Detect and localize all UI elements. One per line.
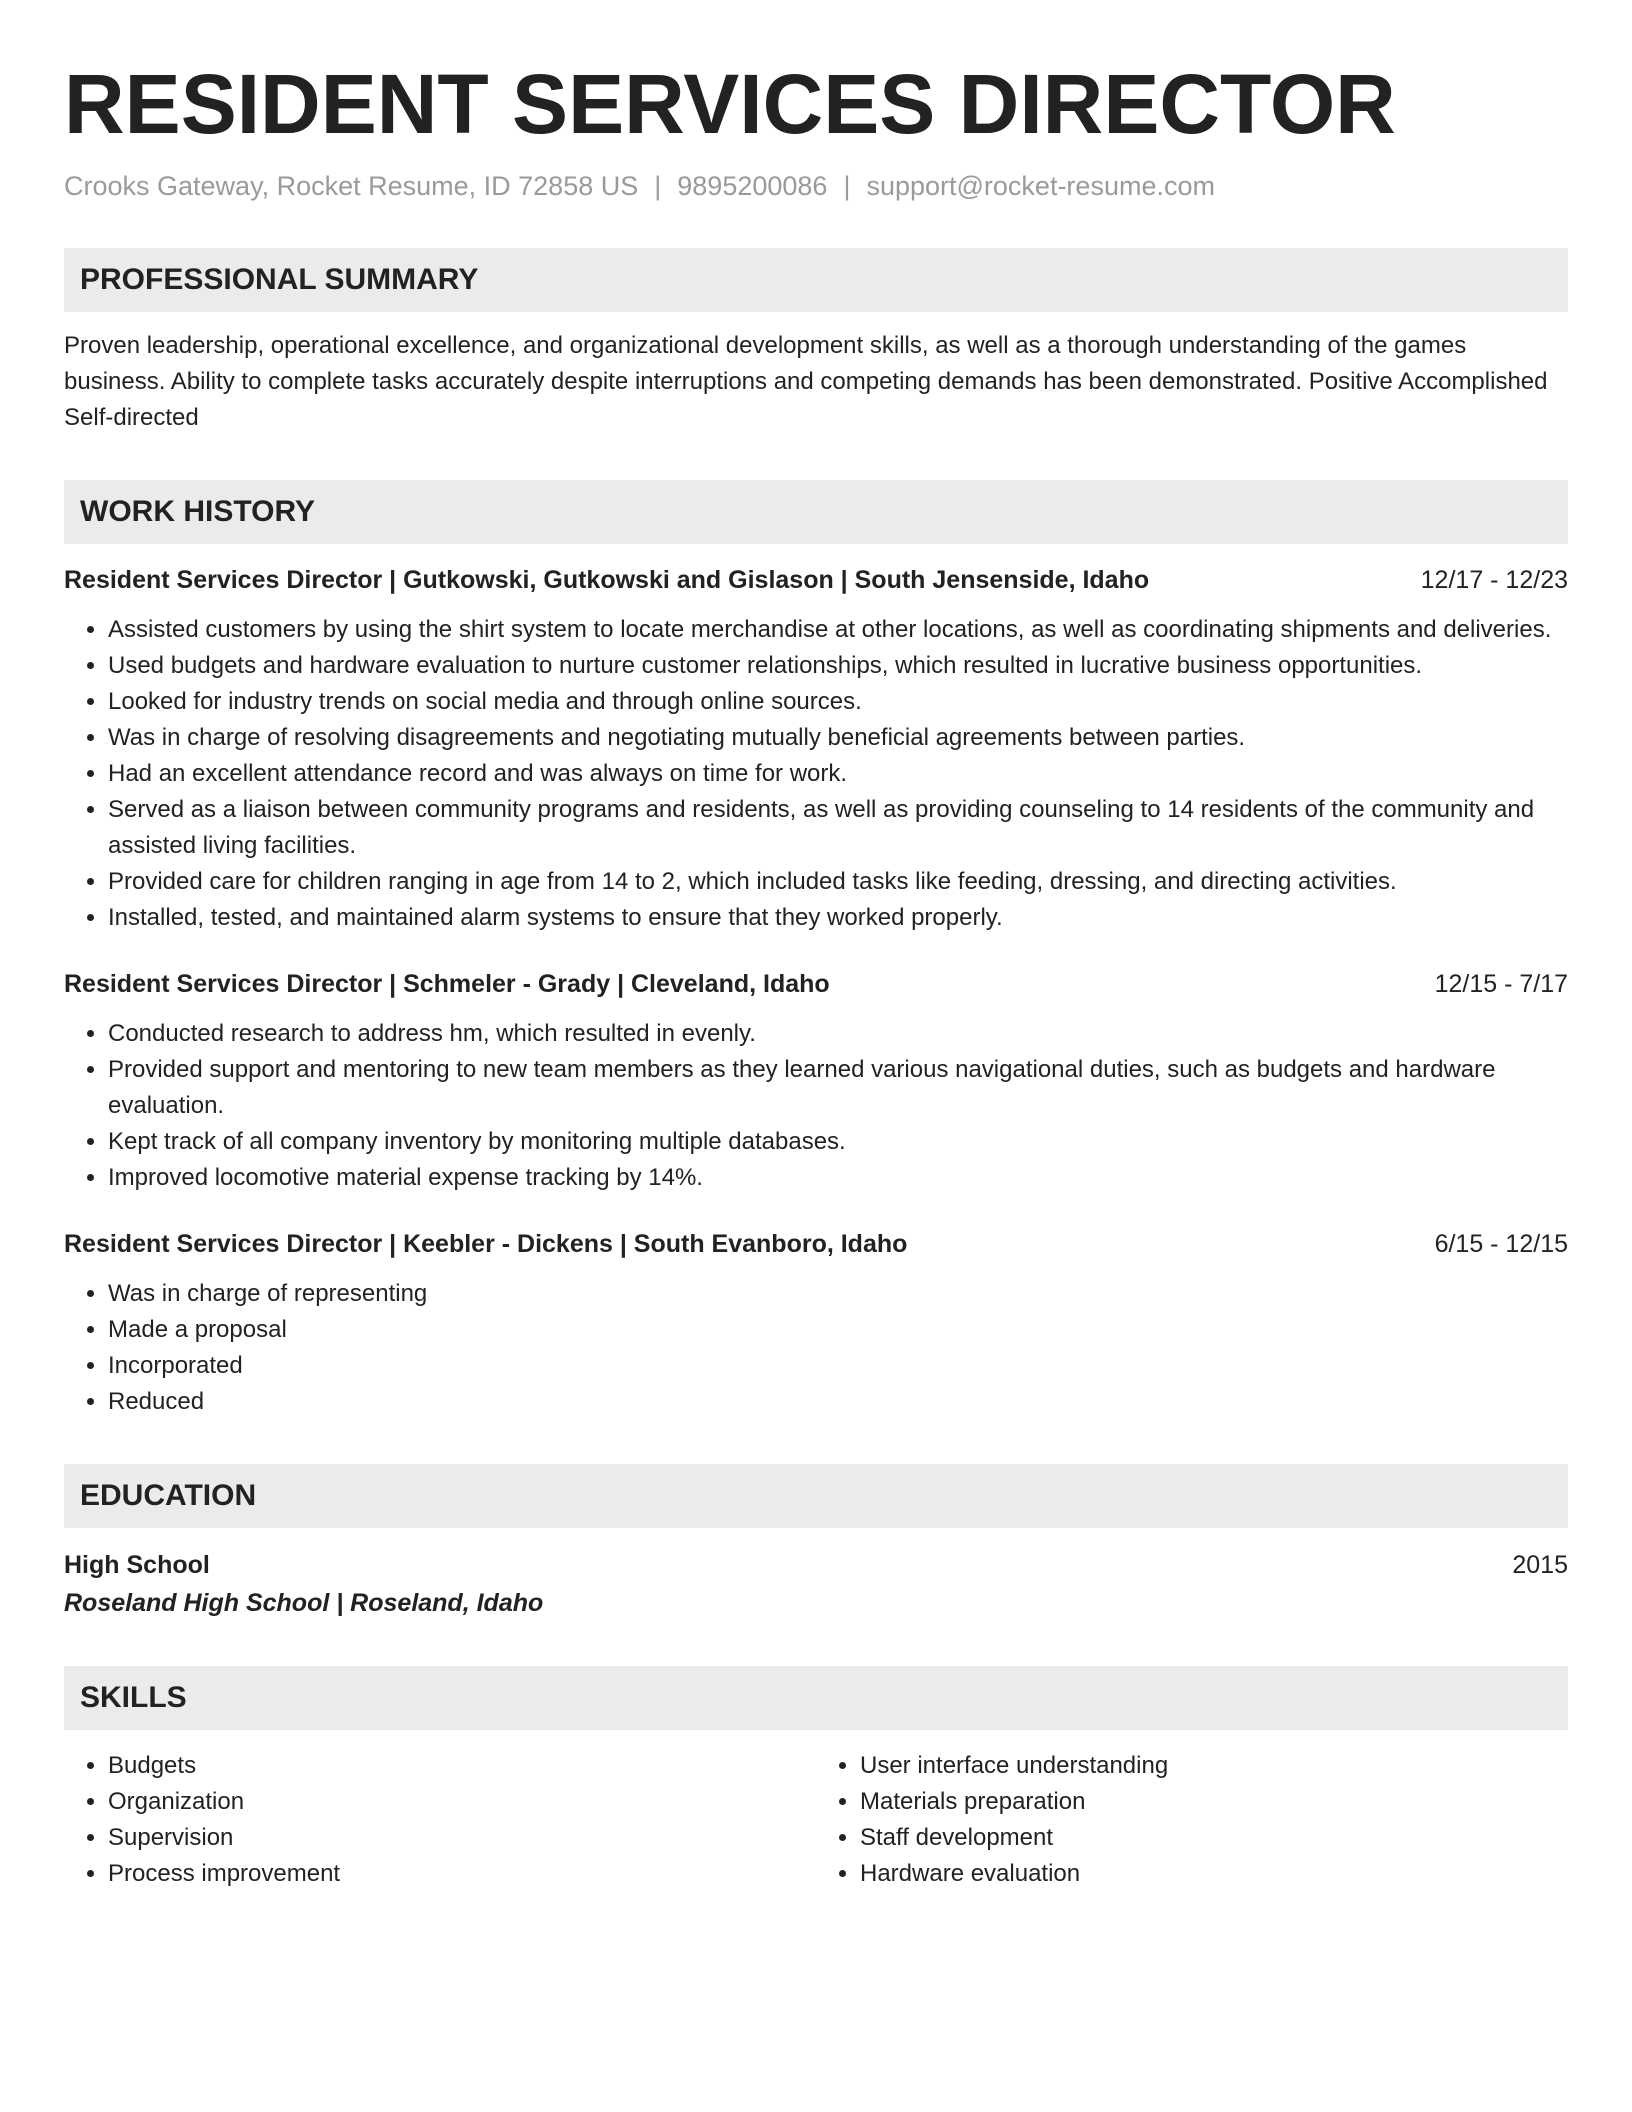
skill-item: • User interface understanding (860, 1748, 1568, 1784)
summary-text: Proven leadership, operational excellence, and organizational development skills, as well as a thorough understanding of the games business. Ability to complete tasks accurately despite interruptions and competing demands has been demonstrated. Positive Accomplished Self-directed (64, 332, 1548, 431)
job-bullets (64, 612, 1568, 936)
page-title: RESIDENT SERVICES DIRECTOR (64, 57, 1396, 151)
skill-item: • Supervision (108, 1820, 816, 1856)
contact-separator: | (654, 171, 662, 201)
job-bullet: • Provided care for children ranging in age from 14 to 2, which included tasks like feeding, dressing, and directing activities. (108, 864, 1568, 900)
job-bullet: • Incorporated (108, 1348, 1568, 1384)
job-dates: 12/15 - 7/17 (1434, 970, 1568, 998)
job-entry (64, 562, 1568, 936)
job-title: Resident Services Director | Keebler - Dickens | South Evanboro, Idaho (64, 1230, 908, 1258)
education-school: Roseland High School | Roseland, Idaho (64, 1589, 544, 1617)
job-bullet: • Conducted research to address hm, which resulted in evenly. (108, 1016, 1568, 1052)
education-heading: EDUCATION (64, 1464, 1568, 1528)
job-bullet: • Was in charge of resolving disagreements and negotiating mutually beneficial agreements between parties. (108, 720, 1568, 756)
job-entry (64, 1226, 1568, 1420)
education-header (64, 1546, 1568, 1584)
skill-item: • Materials preparation (860, 1784, 1568, 1820)
contact-email: support@rocket-resume.com (866, 171, 1215, 201)
job-bullet: • Had an excellent attendance record and was always on time for work. (108, 756, 1568, 792)
job-header (64, 562, 1568, 598)
job-entry (64, 966, 1568, 1196)
education-year: 2015 (1512, 1551, 1568, 1579)
job-bullet: • Assisted customers by using the shirt system to locate merchandise at other locations, as well as coordinating shipments and deliveries. (108, 612, 1568, 648)
job-bullets (64, 1016, 1568, 1196)
job-bullets (64, 1276, 1568, 1420)
skills-column-left (64, 1748, 816, 1892)
job-bullet: • Used budgets and hardware evaluation to nurture customer relationships, which resulted in lucrative business opportunities. (108, 648, 1568, 684)
work-history-heading: WORK HISTORY (64, 480, 1568, 544)
job-bullet: • Installed, tested, and maintained alarm systems to ensure that they worked properly. (108, 900, 1568, 936)
job-bullet: • Improved locomotive material expense tracking by 14%. (108, 1160, 1568, 1196)
job-bullet: • Served as a liaison between community programs and residents, as well as providing counseling to 14 residents of the community and assisted living facilities. (108, 792, 1568, 864)
job-bullet: • Looked for industry trends on social media and through online sources. (108, 684, 1568, 720)
education-entry (64, 1546, 1568, 1622)
skill-item: • Staff development (860, 1820, 1568, 1856)
contact-line (64, 168, 1568, 204)
contact-address: Crooks Gateway, Rocket Resume, ID 72858 US (64, 171, 639, 201)
education-degree: High School (64, 1551, 210, 1579)
job-bullet: • Provided support and mentoring to new team members as they learned various navigational duties, such as budgets and hardware evaluation. (108, 1052, 1568, 1124)
skill-item: • Budgets (108, 1748, 816, 1784)
job-bullet: • Was in charge of representing (108, 1276, 1568, 1312)
job-dates: 6/15 - 12/15 (1434, 1230, 1568, 1258)
skill-item: • Organization (108, 1784, 816, 1820)
contact-separator: | (843, 171, 851, 201)
job-header (64, 1226, 1568, 1262)
job-title: Resident Services Director | Schmeler - Grady | Cleveland, Idaho (64, 970, 830, 998)
skills-column-right (816, 1748, 1568, 1892)
job-bullet: • Kept track of all company inventory by monitoring multiple databases. (108, 1124, 1568, 1160)
job-bullet: • Reduced (108, 1384, 1568, 1420)
job-bullet: • Made a proposal (108, 1312, 1568, 1348)
skill-item: • Hardware evaluation (860, 1856, 1568, 1892)
skills-heading: SKILLS (64, 1666, 1568, 1730)
job-title: Resident Services Director | Gutkowski, Gutkowski and Gislason | South Jensenside, Idaho (64, 566, 1150, 594)
skills-list (64, 1748, 1568, 1892)
summary-heading: PROFESSIONAL SUMMARY (64, 248, 1568, 312)
job-header (64, 966, 1568, 1002)
job-dates: 12/17 - 12/23 (1420, 566, 1568, 594)
contact-phone: 9895200086 (677, 171, 828, 201)
skill-item: • Process improvement (108, 1856, 816, 1892)
